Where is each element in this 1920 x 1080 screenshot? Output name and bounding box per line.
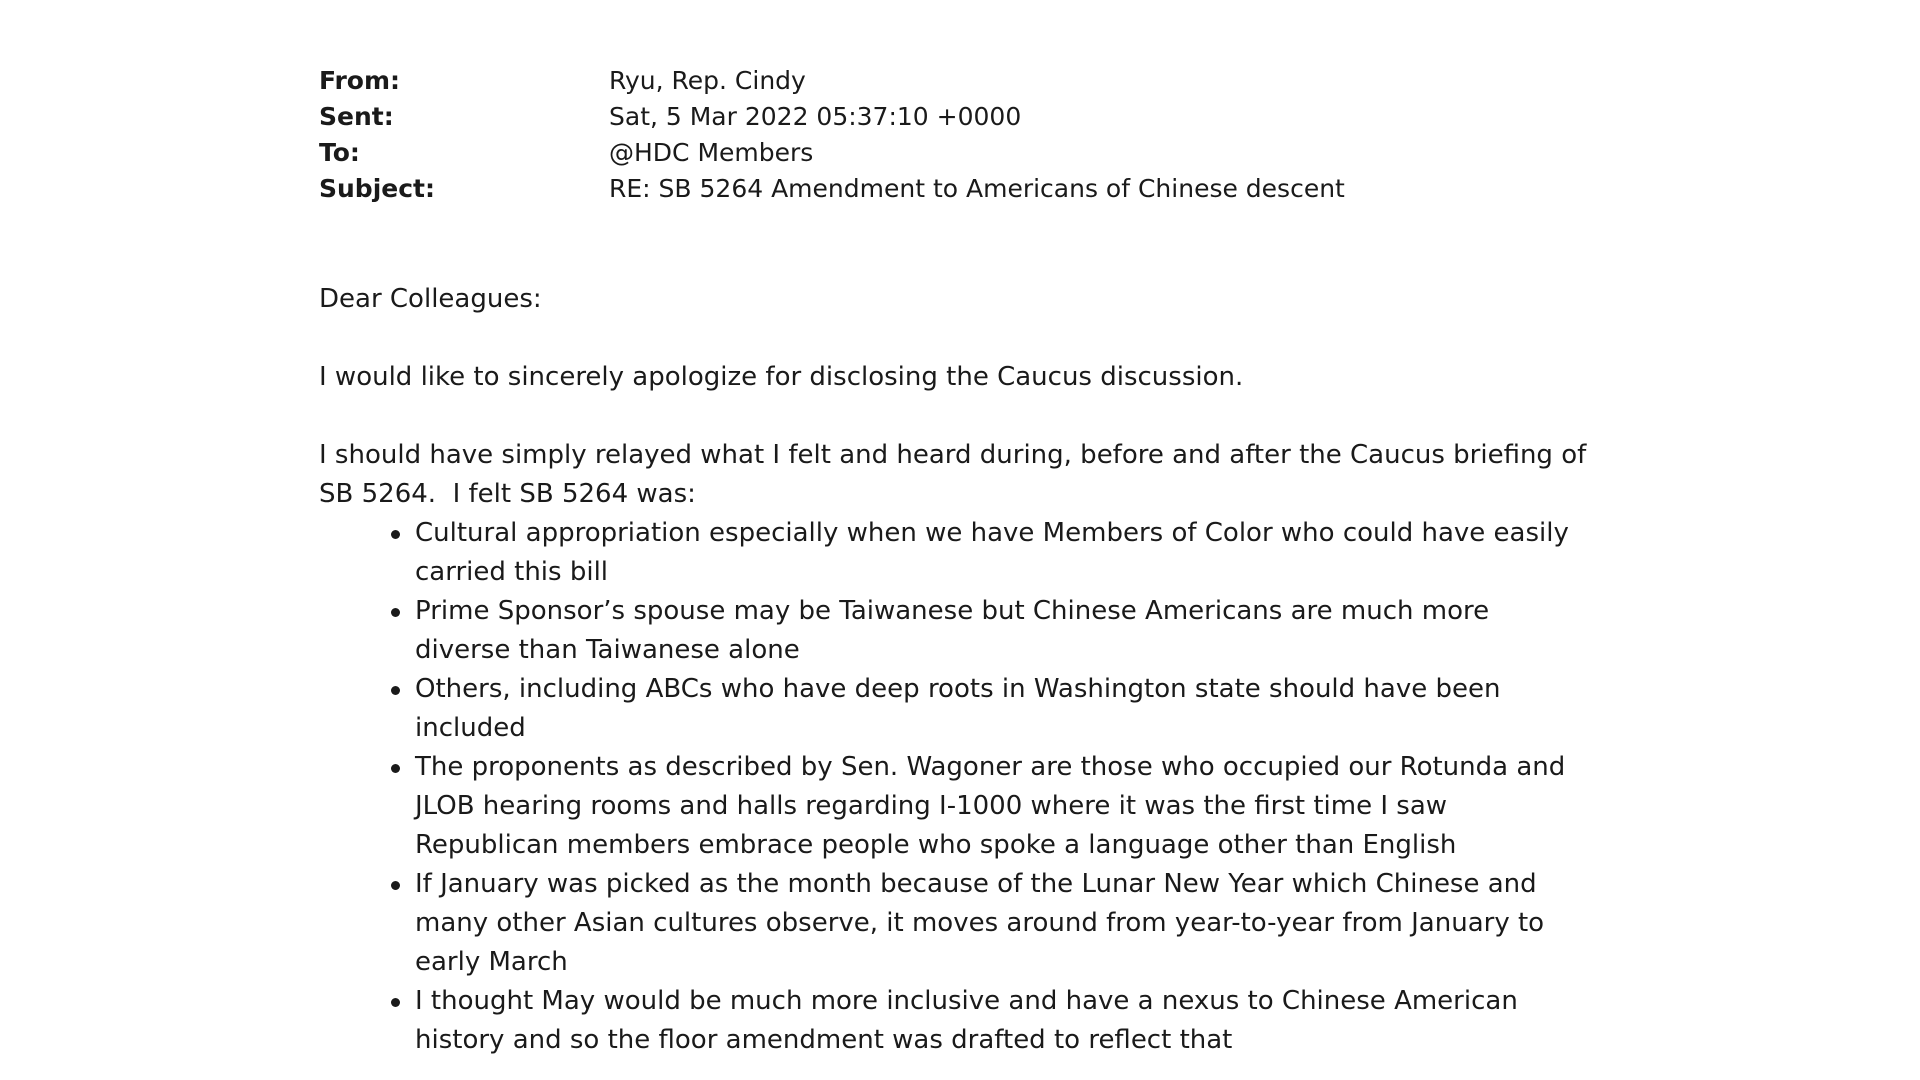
list-item xyxy=(415,514,1575,592)
greeting: Dear Colleagues: xyxy=(319,284,542,314)
apology-paragraph: I would like to sincerely apologize for disclosing the Caucus discussion. xyxy=(319,362,1244,392)
to-label: To: xyxy=(319,137,360,167)
subject-value: RE: SB 5264 Amendment to Americans of Chinese descent xyxy=(609,173,1345,203)
list-item-text: The proponents as described by Sen. Wagoner are those who occupied our Rotunda and JLOB hearing rooms and halls regarding I-1000 where it was the first time I saw Republican members embrace people who spoke a language other than English xyxy=(415,752,1566,860)
list-item xyxy=(415,982,1575,1060)
header-row-subject xyxy=(319,170,1619,206)
bullet-icon xyxy=(391,608,400,617)
bullet-icon xyxy=(391,881,400,890)
sent-label: Sent: xyxy=(319,101,394,131)
email-header xyxy=(319,62,1619,206)
reasons-intro-paragraph: I should have simply relayed what I felt and heard during, before and after the Caucus briefing of SB 5264. I felt SB 5264 was: xyxy=(319,440,1595,509)
header-row-from xyxy=(319,62,1619,98)
list-item-text: Cultural appropriation especially when we have Members of Color who could have easily carried this bill xyxy=(415,518,1569,587)
bullet-icon xyxy=(391,998,400,1007)
list-item xyxy=(415,865,1575,982)
list-item xyxy=(415,670,1575,748)
from-label: From: xyxy=(319,65,401,95)
list-item xyxy=(415,748,1575,865)
list-item-text: Others, including ABCs who have deep roots in Washington state should have been included xyxy=(415,674,1501,743)
bullet-icon xyxy=(391,686,400,695)
list-item-text: If January was picked as the month because of the Lunar New Year which Chinese and many other Asian cultures observe, it moves around from year-to-year from January to early March xyxy=(415,869,1545,977)
header-row-to xyxy=(319,134,1619,170)
subject-label: Subject: xyxy=(319,173,435,203)
reasons-list xyxy=(319,514,1599,1060)
bullet-icon xyxy=(391,530,400,539)
sent-value: Sat, 5 Mar 2022 05:37:10 +0000 xyxy=(609,101,1022,131)
from-value: Ryu, Rep. Cindy xyxy=(609,65,806,95)
list-item-text: I thought May would be much more inclusive and have a nexus to Chinese American history and so the floor amendment was drafted to reflect that xyxy=(415,986,1518,1055)
list-item xyxy=(415,592,1575,670)
bullet-icon xyxy=(391,764,400,773)
list-item-text: Prime Sponsor’s spouse may be Taiwanese but Chinese Americans are much more diverse than Taiwanese alone xyxy=(415,596,1490,665)
to-value: @HDC Members xyxy=(609,137,814,167)
email-body xyxy=(319,280,1599,1060)
header-row-sent xyxy=(319,98,1619,134)
